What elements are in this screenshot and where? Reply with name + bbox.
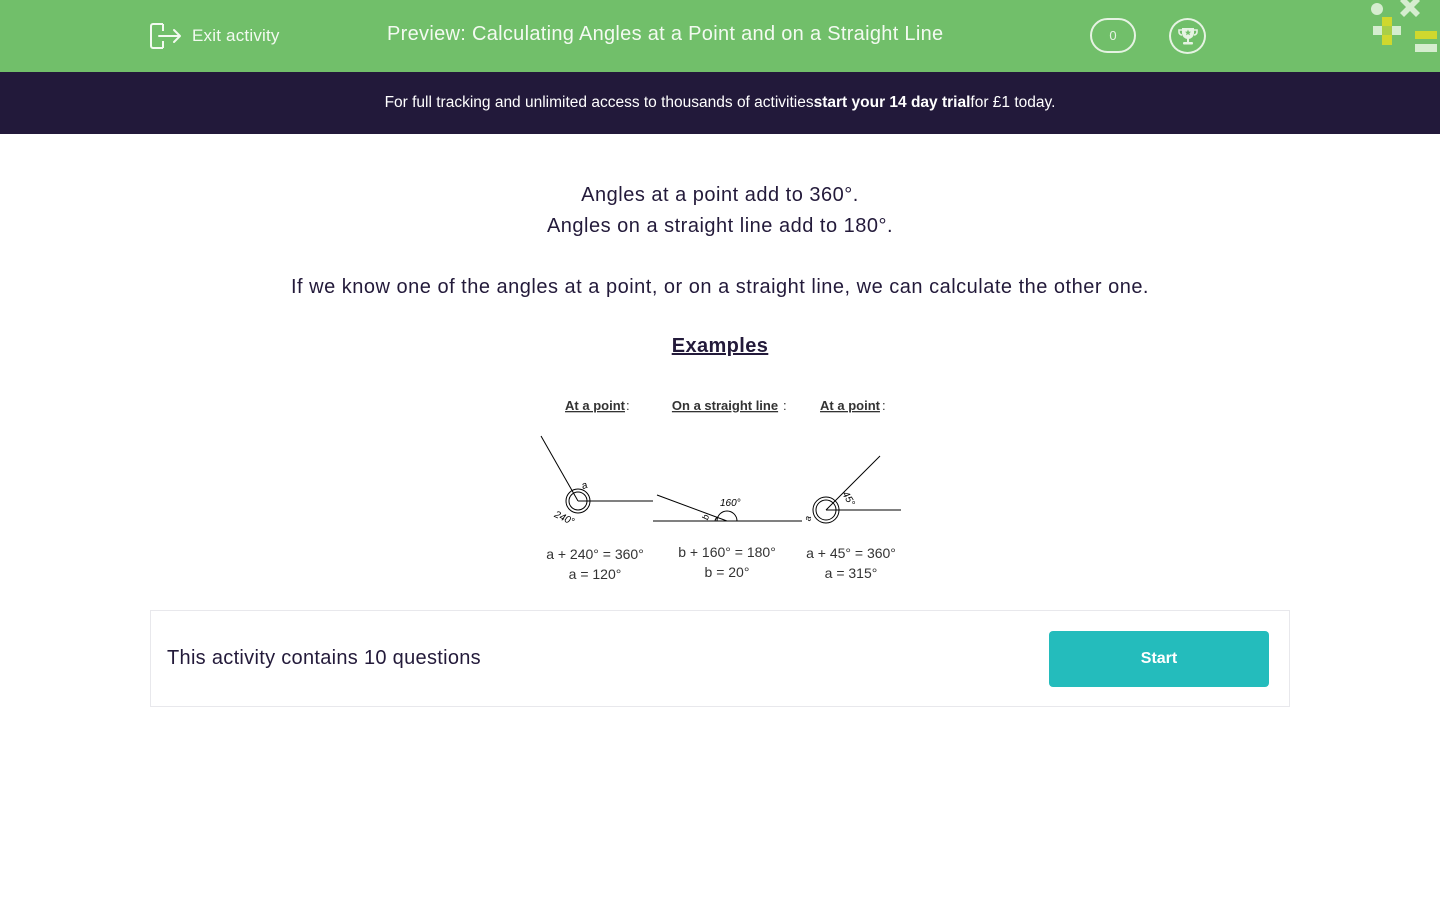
- trial-promo-banner: [0, 72, 1440, 134]
- example-2-colon: :: [783, 398, 787, 413]
- top-bar: [0, 0, 1440, 72]
- exit-icon: [149, 21, 183, 51]
- example-3-answer: a = 315°: [824, 565, 878, 581]
- math-symbols-logo: [1366, 0, 1440, 60]
- description-text: If we know one of the angles at a point, or on a straight line, we can calculate the other one.: [290, 276, 1149, 298]
- example-2-label-160: 160°: [720, 498, 741, 509]
- trophy-icon: [1177, 25, 1199, 47]
- score-badge: 0: [1090, 18, 1136, 53]
- trophy-button[interactable]: [1169, 18, 1206, 54]
- examples-diagram: [530, 390, 920, 590]
- promo-text-prefix: For full tracking and unlimited access to thousands of activities: [384, 94, 814, 111]
- example-3-colon: :: [882, 398, 886, 413]
- example-1-label-240: 240°: [552, 509, 576, 528]
- example-1-colon: :: [626, 398, 630, 413]
- start-trial-link[interactable]: start your 14 day trial: [813, 94, 971, 111]
- example-1-heading: At a point: [565, 398, 625, 413]
- example-1-answer: a = 120°: [568, 566, 622, 582]
- angle-rules: [0, 180, 1440, 242]
- example-1-equation: a + 240° = 360°: [546, 546, 644, 562]
- examples-heading: Examples: [671, 335, 769, 357]
- rule-angles-at-point: Angles at a point add to 360°.: [581, 184, 859, 206]
- example-2-heading: On a straight line: [671, 398, 779, 413]
- question-count-text: This activity contains 10 questions: [167, 647, 481, 669]
- example-3-label-45: 45°: [839, 489, 857, 509]
- example-3-equation: a + 45° = 360°: [806, 545, 896, 561]
- example-2-label-b: b: [700, 513, 712, 521]
- page-title: Preview: Calculating Angles at a Point and on a Straight Line: [387, 23, 944, 45]
- start-button[interactable]: Start: [1049, 631, 1269, 687]
- example-3-label-a: a: [802, 515, 814, 522]
- example-1-label-a: a: [580, 479, 590, 493]
- exit-activity-button[interactable]: [149, 21, 280, 51]
- example-3-figure: [813, 456, 901, 523]
- example-2-equation: b + 160° = 180°: [678, 544, 776, 560]
- example-3-heading: At a point: [820, 398, 880, 413]
- rule-angles-on-line: Angles on a straight line add to 180°.: [546, 215, 894, 237]
- activity-card: [150, 610, 1290, 707]
- promo-text-suffix: for £1 today.: [970, 94, 1056, 111]
- example-1-figure: [541, 436, 653, 513]
- example-2-answer: b = 20°: [704, 564, 750, 580]
- exit-activity-label: Exit activity: [192, 26, 280, 45]
